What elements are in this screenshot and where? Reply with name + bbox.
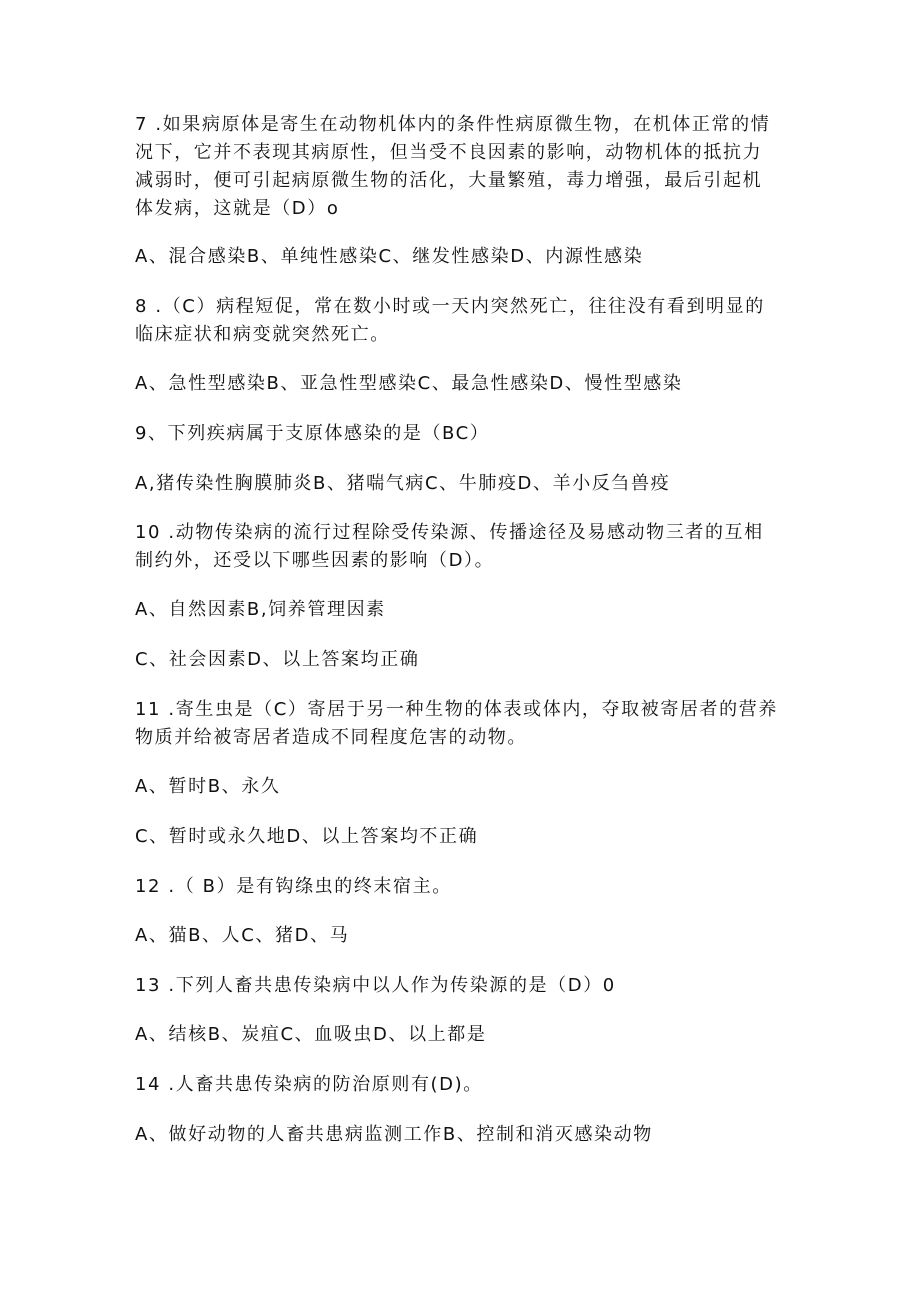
- question-11-stem-line-1: 11 .寄生虫是（C）寄居于另一种生物的体表或体内，夺取被寄居者的营养: [135, 699, 778, 720]
- question-7-options: A、混合感染B、单纯性感染C、继发性感染D、内源性感染: [135, 246, 644, 267]
- question-8-stem-line-2: 临床症状和病变就突然死亡。: [135, 324, 390, 345]
- question-7-stem-line-2: 况下，它并不表现其病原性，但当受不良因素的影响，动物机体的抵抗力: [135, 142, 763, 163]
- question-11-options-line-2: C、暂时或永久地D、以上答案均不正确: [135, 826, 479, 847]
- question-12-stem: 12 .（ B）是有钩绦虫的终末宿主。: [135, 876, 452, 897]
- question-7-stem-line-1: 7 .如果病原体是寄生在动物机体内的条件性病原微生物，在机体正常的情: [135, 114, 771, 135]
- question-13-options: A、结核B、炭疽C、血吸虫D、以上都是: [135, 1024, 487, 1045]
- question-14-stem: 14 .人畜共患传染病的防治原则有(D)。: [135, 1074, 483, 1095]
- question-7-stem-line-3: 减弱时，便可引起病原微生物的活化，大量繁殖，毒力增强，最后引起机: [135, 170, 763, 191]
- question-9-stem: 9、下列疾病属于支原体感染的是（BC）: [135, 423, 490, 444]
- question-12-options: A、猫B、人C、猪D、马: [135, 925, 350, 946]
- question-13-stem: 13 .下列人畜共患传染病中以人作为传染源的是（D）0: [135, 975, 616, 996]
- question-7-stem-line-4: 体发病，这就是（D）o: [135, 198, 340, 219]
- question-11-options-line-1: A、暂时B、永久: [135, 776, 281, 797]
- question-8-options: A、急性型感染B、亚急性型感染C、最急性感染D、慢性型感染: [135, 373, 683, 394]
- question-10-stem-line-2: 制约外，还受以下哪些因素的影响（D）。: [135, 550, 495, 571]
- question-14-options: A、做好动物的人畜共患病监测工作B、控制和消灭感染动物: [135, 1124, 653, 1145]
- question-9-options: A,猪传染性胸膜肺炎B、猪喘气病C、牛肺疫D、羊小反刍兽疫: [135, 473, 671, 494]
- question-10-stem-line-1: 10 .动物传染病的流行过程除受传染源、传播途径及易感动物三者的互相: [135, 522, 764, 543]
- question-10-options-line-1: A、自然因素B,饲养管理因素: [135, 599, 386, 620]
- question-8-stem-line-1: 8 .（C）病程短促，常在数小时或一天内突然死亡，往往没有看到明显的: [135, 296, 765, 317]
- question-11-stem-line-2: 物质并给被寄居者造成不同程度危害的动物。: [135, 727, 527, 748]
- question-10-options-line-2: C、社会因素D、以上答案均正确: [135, 649, 420, 670]
